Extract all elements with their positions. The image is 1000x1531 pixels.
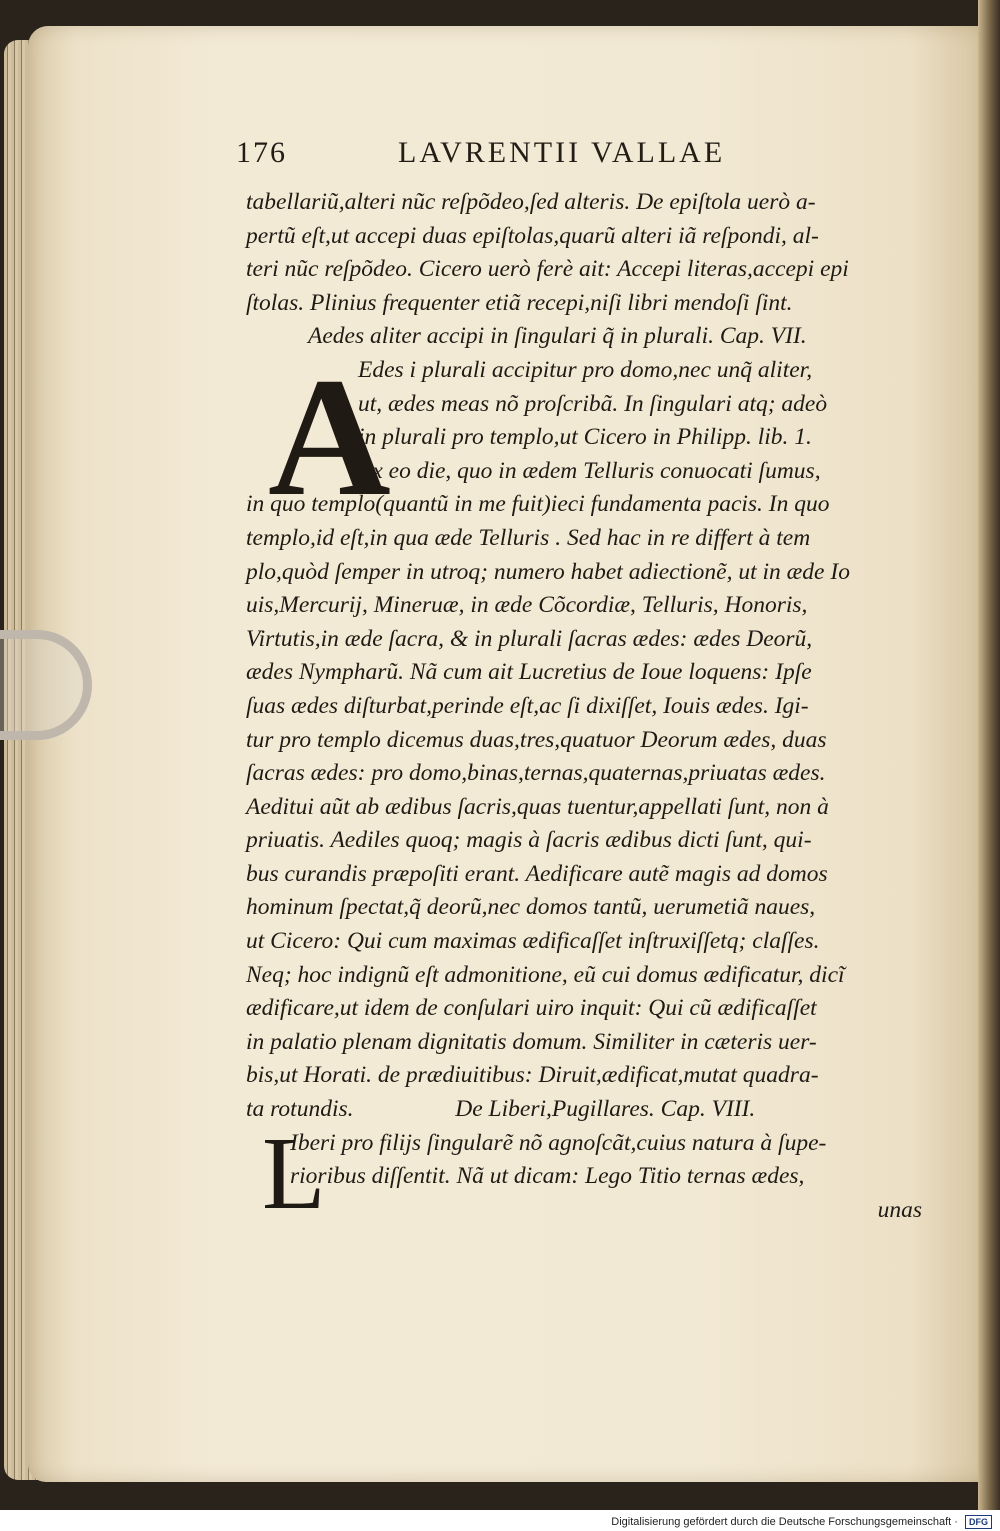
text-line: Neq; hoc indignũ eſt admonitione, eũ cui domus ædificatur, dicĩ — [246, 961, 845, 988]
text-line: bus curandis præpoſiti erant. Aedificare autẽ magis ad domos — [246, 860, 828, 887]
text-line: plo,quòd ſemper in utroq; numero habet adiectionẽ, ut in æde Io — [246, 558, 850, 585]
text-line: tur pro templo dicemus duas,tres,quatuor Deorum ædes, duas — [246, 726, 827, 753]
chapter-heading-line — [246, 1093, 926, 1127]
text-line: bis,ut Horati. de prædiuitibus: Diruit,ædificat,mutat quadra- — [246, 1062, 819, 1089]
text-line: ut, ædes meas nõ proſcribã. In ſingulari atq; adeò — [358, 390, 828, 417]
footer-text: Digitalisierung gefördert durch die Deutsche Forschungsgemeinschaft · — [611, 1516, 958, 1528]
dropcap-l: L — [262, 1116, 326, 1231]
chapter-heading: Aedes aliter accipi in ſingulari q̃ in plurali. Cap. VII. — [308, 323, 807, 350]
text-line: ſuas ædes diſturbat,perinde eſt,ac ſi dixiſſet, Iouis ædes. Igi- — [246, 692, 809, 719]
text-line: in plurali pro templo,ut Cicero in Philipp. lib. 1. — [358, 424, 812, 451]
text-line: Ex eo die, quo in ædem Telluris conuocati ſumus, — [358, 457, 821, 484]
text-line: ut Cicero: Qui cum maximas ædificaſſet inſtruxiſſetq; claſſes. — [246, 928, 820, 955]
text-line: in quo templo(quantũ in me fuit)ieci fundamenta pacis. In quo — [246, 491, 830, 518]
text-line: Iberi pro filijs ſingularẽ nõ agnoſcãt,cuius natura à ſupe- — [290, 1129, 827, 1156]
text-line: Edes i plurali accipitur pro domo,nec unq̃ aliter, — [358, 356, 813, 383]
dfg-logo-icon: DFG — [965, 1515, 992, 1529]
text-line: templo,id eſt,in qua æde Telluris . Sed hac in re differt à tem — [246, 524, 811, 551]
chapter-heading: De Liberi,Pugillares. Cap. VIII. — [455, 1096, 756, 1123]
text-line: hominum ſpectat,q̃ deorũ,nec domos tantũ, uerumetiã naues, — [246, 894, 816, 921]
text-line: Virtutis,in æde ſacra, & in plurali ſacras ædes: ædes Deorũ, — [246, 625, 813, 652]
text-line: ædificare,ut idem de conſulari uiro inquit: Qui cũ ædificaſſet — [246, 995, 817, 1022]
dropcap-a: A — [268, 343, 391, 531]
text-fragment: ta rotundis. — [246, 1096, 354, 1123]
catchword: unas — [877, 1196, 922, 1223]
text-line: ſacras ædes: pro domo,binas,ternas,quaternas,priuatas ædes. — [246, 760, 826, 787]
text-line: uis,Mercurij, Mineruæ, in æde Cõcordiæ, Telluris, Honoris, — [246, 592, 808, 619]
text-line: in palatio plenam dignitatis domum. Similiter in cæteris uer- — [246, 1028, 817, 1055]
text-line: tabellariũ,alteri nũc reſpõdeo,ſed alteris. De epiſtola uerò a- — [246, 189, 816, 215]
text-line: ædes Nympharũ. Nã cum ait Lucretius de Ioue loquens: Ipſe — [246, 659, 812, 686]
text-line: priuatis. Aediles quoq; magis à ſacris ædibus dicti ſunt, qui- — [246, 827, 812, 854]
digitization-footer — [611, 1515, 992, 1529]
body-text — [246, 186, 926, 1231]
text-line: Aeditui aũt ab ædibus ſacris,quas tuentur,appellati ſunt, non à — [246, 793, 829, 820]
running-head-title: LAVRENTII VALLAE — [398, 136, 726, 169]
book-gutter — [978, 0, 1000, 1510]
text-line: teri nũc reſpõdeo. Cicero uerò ferè ait: Accepi literas,accepi epi — [246, 256, 849, 283]
page-number: 176 — [236, 136, 287, 169]
text-line: rioribus diſſentit. Nã ut dicam: Lego Titio ternas ædes, — [290, 1163, 805, 1190]
text-line: pertũ eſt,ut accepi duas epiſtolas,quarũ alteri iã reſpondi, al- — [246, 222, 819, 249]
text-line: ſtolas. Plinius frequenter etiã recepi,niſi libri mendoſi ſint. — [246, 289, 793, 316]
